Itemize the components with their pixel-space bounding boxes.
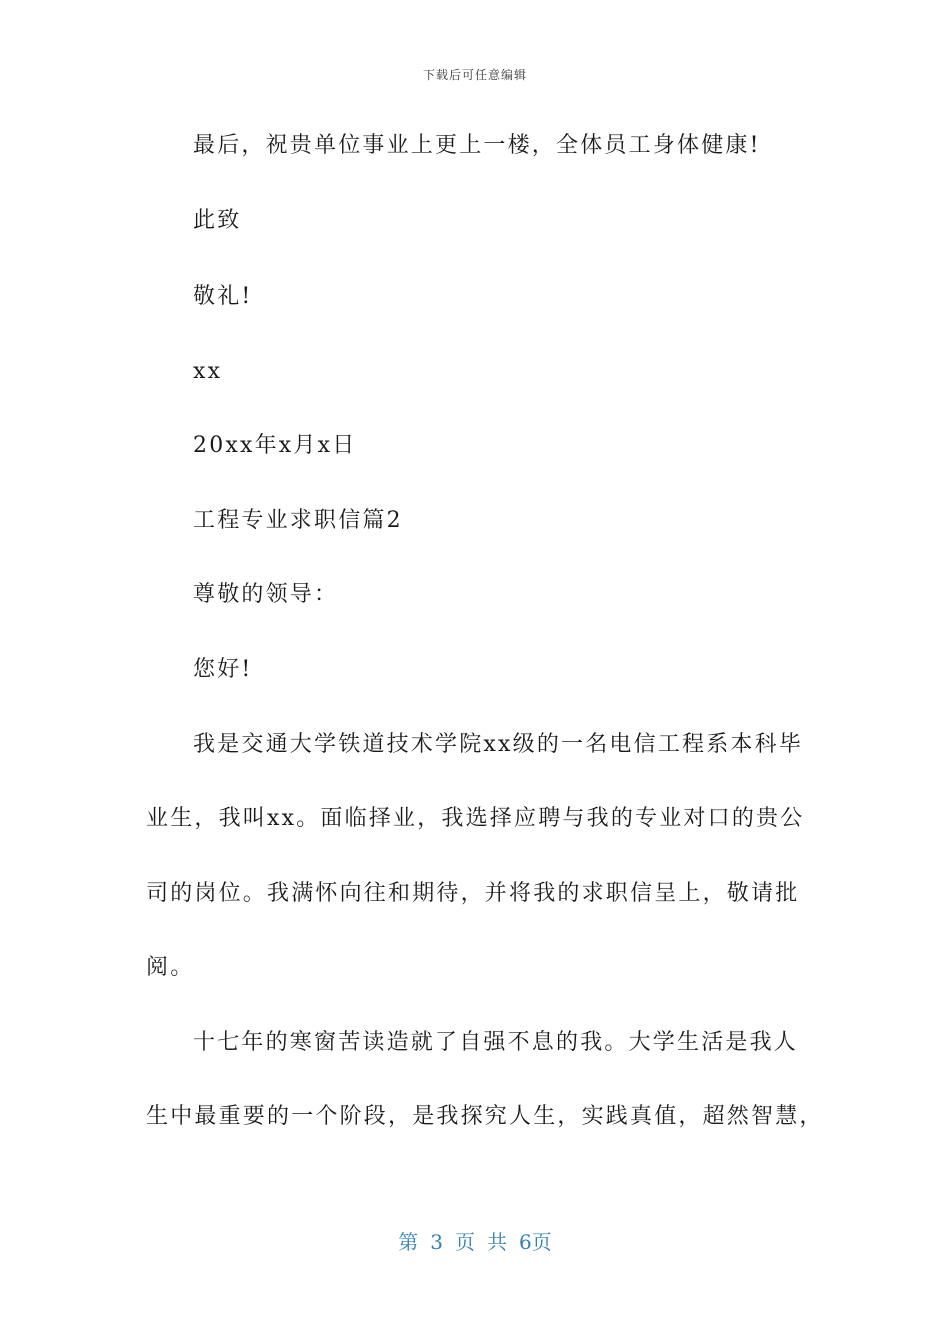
total-pages: 6页: [519, 1230, 552, 1254]
paragraph-line: 生中最重要的一个阶段，是我探究人生，实践真值，超然智慧，: [146, 1104, 824, 1129]
closing-wish-line: 最后，祝贵单位事业上更上一楼，全体员工身体健康!: [193, 133, 761, 158]
paragraph-line: 业生，我叫xx。面临择业，我选择应聘与我的专业对口的贵公: [146, 806, 805, 831]
regards-line: 敬礼!: [193, 284, 253, 309]
page-current: 3: [430, 1230, 443, 1254]
salutation-line: 此致: [193, 208, 242, 233]
greeting-hello: 您好!: [193, 657, 253, 682]
signature-line: xx: [193, 359, 223, 384]
page-unit: 页: [455, 1230, 475, 1254]
date-line: 20xx年x月x日: [193, 433, 357, 458]
paragraph-line: 司的岗位。我满怀向往和期待，并将我的求职信呈上，敬请批: [146, 881, 800, 906]
paragraph-line: 阅。: [146, 955, 195, 980]
page-header-note: 下载后可任意编辑: [422, 68, 527, 82]
total-label: 共: [487, 1230, 507, 1254]
page-label: 第: [398, 1230, 419, 1254]
paragraph-line: 我是交通大学铁道技术学院xx级的一名电信工程系本科毕: [193, 732, 804, 757]
greeting-recipient: 尊敬的领导：: [193, 582, 339, 607]
page-number-footer: [0, 1226, 950, 1255]
section-title: 工程专业求职信篇2: [193, 508, 403, 533]
paragraph-line: 十七年的寒窗苦读造就了自强不息的我。大学生活是我人: [193, 1030, 799, 1055]
